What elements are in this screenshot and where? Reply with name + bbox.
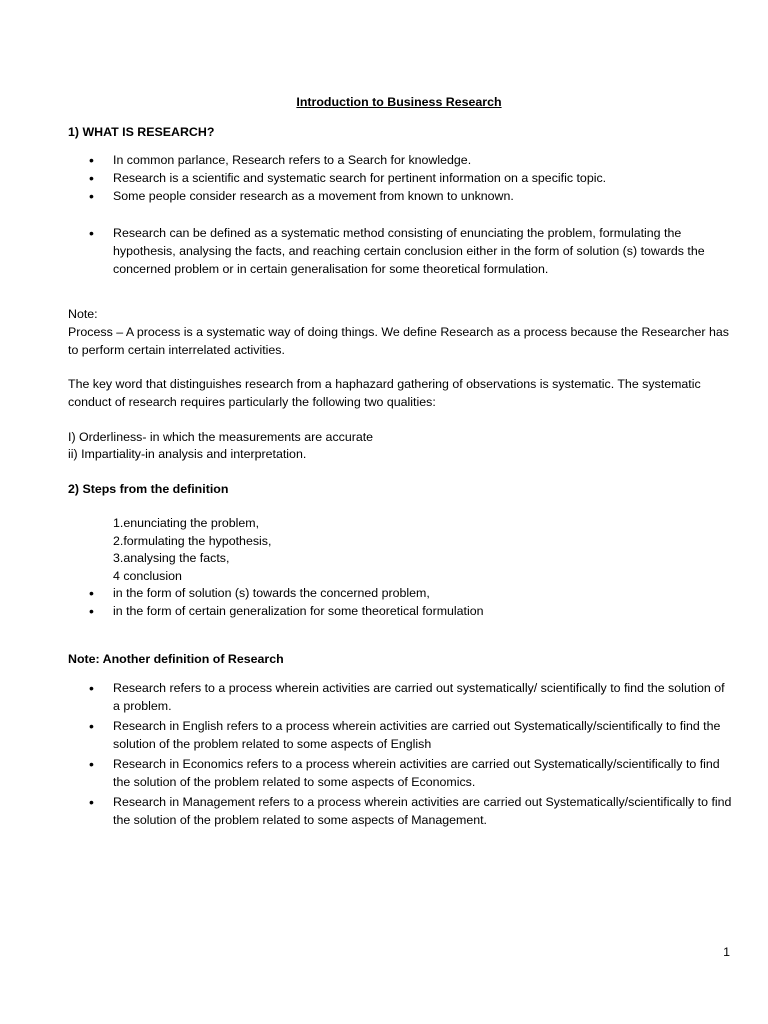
document-title: Introduction to Business Research [296,95,502,109]
list-item: • in the form of solution (s) towards the concerned problem, [68,584,733,602]
list-item: • Research in Management refers to a process wherein activities are carried out Systematically/scientifically to find the solution of the problem related to some aspects of Management. [68,793,733,829]
step-item: 3.analysing the facts, [113,551,230,565]
step-item: 4 conclusion [113,569,182,583]
step-item: 1.enunciating the problem, [113,516,260,530]
keyword-paragraph: The key word that distinguishes research from a haphazard gathering of observations is systematic. The systematic conduct of research requires particularly the following two qualities: [68,377,701,409]
note-process-paragraph: Process – A process is a systematic way of doing things. We define Research as a process because the Researcher has to perform certain interrelated activities. [68,325,729,357]
quality-orderliness: I) Orderliness- in which the measurements are accurate [68,430,374,444]
section-heading-steps: 2) Steps from the definition [68,482,229,496]
list-item: • Research can be defined as a systematic method consisting of enunciating the problem, formulating the hypothesis, analysing the facts, and reaching certain conclusion either in the form of solution (s) towards the concerned problem or in certain generalisation for some theoretical formulation. [68,224,733,278]
section2-bullet-list [68,584,733,620]
list-item: • In common parlance, Research refers to a Search for knowledge. [68,151,733,169]
section1-definition-list [68,224,733,278]
list-item: • Research in English refers to a process wherein activities are carried out Systematically/scientifically to find the solution of the problem related to some aspects of English [68,717,733,753]
section-heading-what-is-research: 1) WHAT IS RESEARCH? [68,125,215,139]
list-item: • Some people consider research as a movement from known to unknown. [68,187,733,205]
section1-bullet-list [68,151,733,205]
page-number: 1 [723,945,730,959]
list-item: • Research in Economics refers to a process wherein activities are carried out Systematically/scientifically to find the solution of the problem related to some aspects of Economics. [68,755,733,791]
step-item: 2.formulating the hypothesis, [113,534,272,548]
quality-impartiality: ii) Impartiality-in analysis and interpretation. [68,447,307,461]
note2-bullet-list [68,679,733,829]
list-item: • Research is a scientific and systematic search for pertinent information on a specific topic. [68,169,733,187]
note-heading-another-definition: Note: Another definition of Research [68,652,284,666]
list-item: • Research refers to a process wherein activities are carried out systematically/ scientifically to find the solution of a problem. [68,679,733,715]
list-item: • in the form of certain generalization for some theoretical formulation [68,602,733,620]
note-label: Note: [68,307,98,321]
